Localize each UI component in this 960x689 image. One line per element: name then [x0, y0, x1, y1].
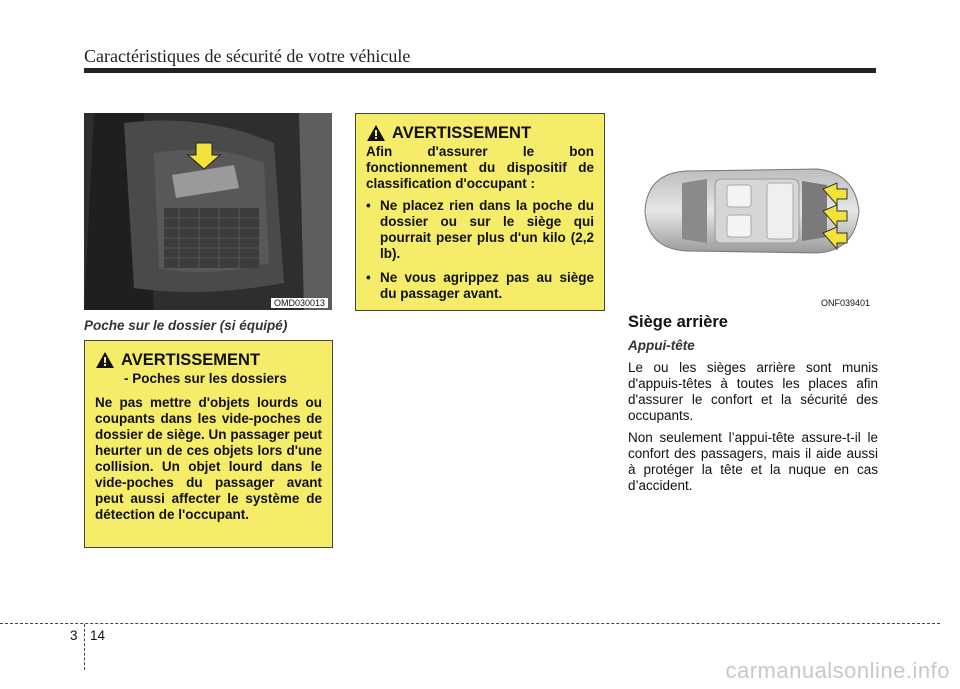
- photo-code: OMD030013: [271, 298, 328, 308]
- seatback-pocket-photo: [84, 113, 332, 310]
- photo-code: ONF039401: [818, 298, 873, 308]
- warning-body: Ne pas mettre d'objets lourds ou coupants dans les vide-poches de dossier de siège. Un passager peut heurter un de ces objets lors d'une collision. Un objet lourd dans le vide-poches du passager avant peut aussi affecter le système de détection de l'occupant.: [95, 395, 322, 522]
- warning-bullet: • Ne vous agrippez pas au siège du passager avant.: [366, 270, 594, 302]
- car-top-view-illustration: [627, 113, 877, 310]
- photo-caption: Poche sur le dossier (si équipé): [84, 318, 288, 333]
- warning-intro: Afin d'assurer le bon fonctionnement du dispositif de classification d'occupant :: [366, 144, 594, 191]
- warning-bullet-list: [366, 198, 594, 302]
- warning-triangle-icon: [95, 351, 115, 369]
- rear-seat-headrest-photo: [627, 113, 877, 310]
- warning-bullet: • Ne placez rien dans la poche du dossier ou sur le siège qui pourrait peser plus d'un kilo (2,2 lb).: [366, 198, 594, 262]
- paragraph-2: Non seulement l’appui-tête assure-t-il le confort des passagers, mais il aide aussi à protéger la tête et la nuque en cas d’accident.: [628, 430, 878, 493]
- warning-box-seatback-pockets: [84, 340, 333, 548]
- footer-divider: [84, 624, 85, 670]
- warning-title-row: [366, 124, 594, 142]
- paragraph-1: Le ou les sièges arrière sont munis d'appuis-têtes à toutes les places afin d'assurer le confort et la sécurité des occupants.: [628, 360, 878, 423]
- warning-triangle-icon: [366, 124, 386, 142]
- footer-rule: [0, 623, 940, 624]
- warning-box-occupant-classification: [355, 113, 605, 311]
- warning-subtitle: - Poches sur les dossiers: [124, 371, 287, 386]
- header-rule: [84, 68, 876, 73]
- warning-title: AVERTISSEMENT: [121, 351, 261, 369]
- page-header-title: Caractéristiques de sécurité de votre véhicule: [84, 46, 411, 66]
- chapter-number: 3: [70, 628, 78, 643]
- warning-title-row: [95, 351, 322, 369]
- watermark: carmanualsonline.info: [725, 658, 950, 683]
- page-number: 14: [90, 628, 106, 643]
- subsection-heading: Appui-tête: [628, 338, 695, 353]
- seatback-pocket-illustration: [84, 113, 332, 310]
- warning-title: AVERTISSEMENT: [392, 124, 532, 142]
- section-heading: Siège arrière: [628, 313, 728, 331]
